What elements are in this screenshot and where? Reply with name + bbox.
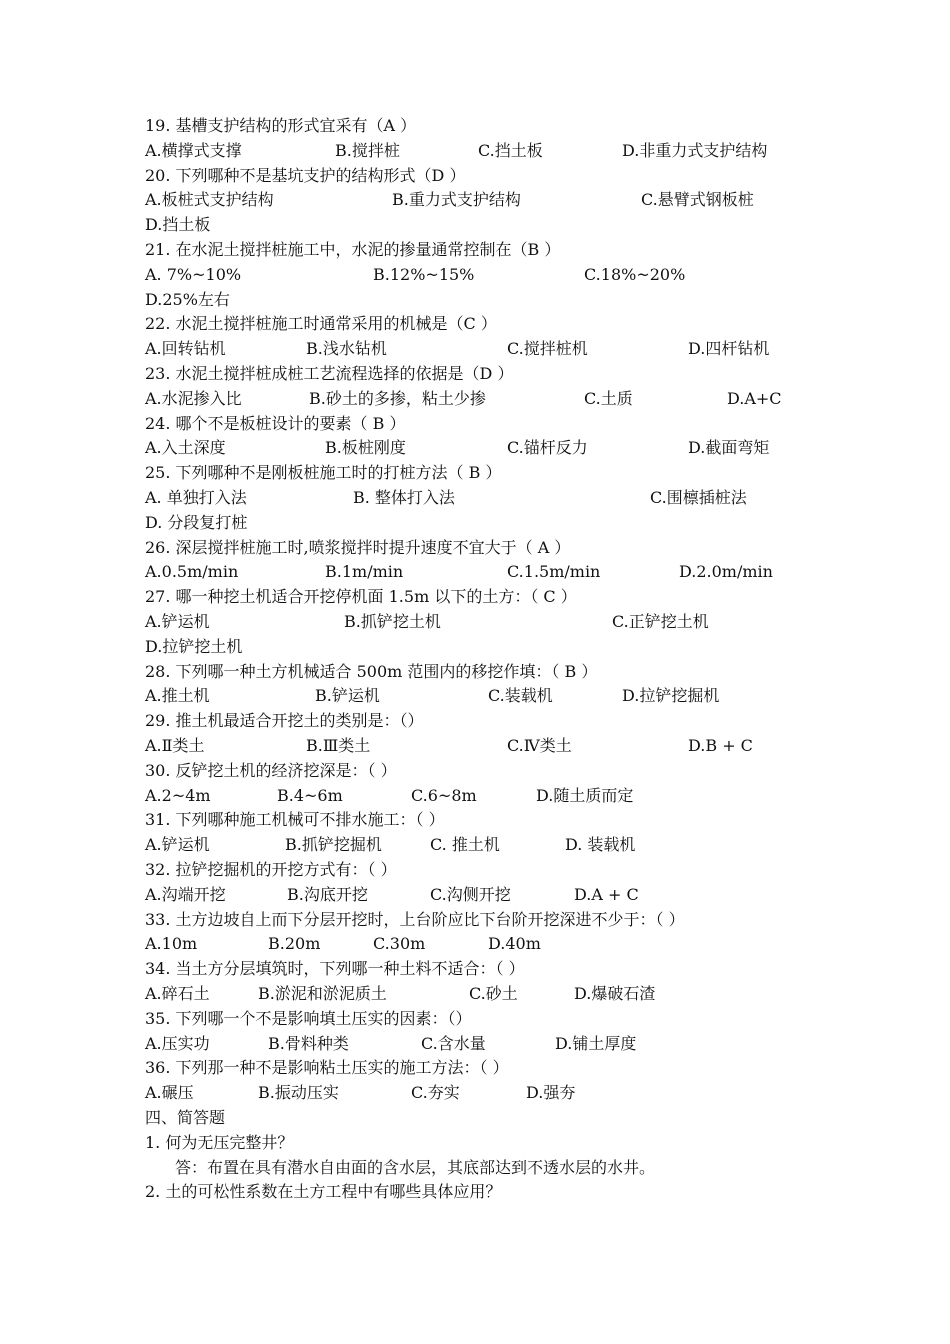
option-text: C.6~8m (411, 785, 477, 805)
line-text: 19. 基槽支护结构的形式宜采有（A ） (145, 116, 417, 135)
option-text: D.截面弯矩 (688, 438, 770, 458)
option-text: C.夯实 (411, 1083, 460, 1103)
option-text: D.拉铲挖掘机 (622, 686, 720, 706)
line-text: 2. 土的可松性系数在土方工程中有哪些具体应用？ (145, 1182, 502, 1202)
line-text: 34. 当土方分层填筑时，下列哪一种土料不适合：（ ） (145, 959, 525, 979)
option-text: A.水泥掺入比 (145, 388, 242, 408)
option-text: D.A+C (727, 388, 782, 408)
option-text: B.沟底开挖 (287, 884, 368, 904)
option-text: B.振动压实 (258, 1083, 339, 1103)
option-text: A. 单独打入法 (145, 488, 247, 507)
option-text: A.板桩式支护结构 (145, 190, 274, 210)
line-text: 23. 水泥土搅拌桩成桩工艺流程选择的依据是（D ） (145, 364, 514, 383)
line-text: 22. 水泥土搅拌桩施工时通常采用的机械是（C ） (145, 314, 497, 334)
line-text: 25. 下列哪种不是刚板桩施工时的打桩方法（ B ） (145, 463, 502, 483)
option-text: C.锚杆反力 (507, 438, 588, 458)
option-text: C.搅拌桩机 (507, 339, 588, 359)
option-text: D.铺土厚度 (555, 1033, 637, 1053)
option-text: D.40m (488, 934, 541, 954)
line-text: D.挡土板 (145, 215, 211, 235)
option-text: D.四杆钻机 (688, 339, 770, 359)
option-text: A.Ⅱ类土 (145, 736, 205, 755)
line-text: 26. 深层搅拌桩施工时,喷浆搅拌时提升速度不宜大于（ A ） (145, 537, 571, 557)
option-text: C.土质 (584, 388, 633, 408)
option-text: C.沟侧开挖 (430, 884, 511, 904)
option-text: B.砂土的多掺，粘土少掺 (309, 388, 486, 408)
option-text: A.推土机 (145, 686, 210, 706)
line-text: 21. 在水泥土搅拌桩施工中，水泥的掺量通常控制在（B ） (145, 240, 561, 259)
line-text: 28. 下列哪一种土方机械适合 500m 范围内的移挖作填：（ B ） (145, 661, 598, 681)
option-text: A.2~4m (145, 785, 211, 805)
line-text: 四、简答题 (145, 1108, 226, 1127)
option-text: C.1.5m/min (507, 562, 601, 582)
line-text: 31. 下列哪种施工机械可不排水施工：（ ） (145, 810, 445, 830)
option-text: D.爆破石渣 (574, 984, 656, 1003)
option-text: B.Ⅲ类土 (306, 736, 371, 755)
line-text: 27. 哪一种挖土机适合开挖停机面 1.5m 以下的土方：（ C ） (145, 587, 577, 607)
option-text: A.铲运机 (145, 835, 210, 855)
option-text: B.12%~15% (373, 264, 475, 284)
option-text: D.A + C (574, 884, 639, 904)
option-text: B.20m (268, 934, 321, 954)
line-text: 32. 拉铲挖掘机的开挖方式有：（ ） (145, 860, 397, 879)
option-text: D.强夯 (526, 1083, 576, 1103)
option-text: A.碾压 (145, 1083, 194, 1103)
option-text: B.搅拌桩 (335, 140, 400, 160)
line-text: 33. 土方边坡自上而下分层开挖时，上台阶应比下台阶开挖深进不少于：（ ） (145, 909, 685, 929)
line-text: 30. 反铲挖土机的经济挖深是：（ ） (145, 760, 397, 780)
line-text: 24. 哪个不是板桩设计的要素（ B ） (145, 413, 406, 433)
option-text: A.横撑式支撑 (145, 140, 242, 160)
line-text: D.25%左右 (145, 289, 230, 309)
line-text: 答：布置在具有潜水自由面的含水层，其底部达到不透水层的水井。 (175, 1157, 656, 1177)
option-text: B.1m/min (325, 562, 404, 582)
option-text: B.抓铲挖掘机 (285, 835, 382, 855)
option-text: C.悬臂式钢板桩 (641, 190, 754, 210)
option-text: B.骨料种类 (268, 1033, 349, 1053)
line-text: 29. 推土机最适合开挖土的类别是：（） (145, 711, 424, 731)
option-text: A. 7%~10% (145, 264, 242, 284)
option-text: A.0.5m/min (145, 562, 239, 582)
line-text: D. 分段复打桩 (145, 512, 248, 532)
option-text: B.铲运机 (315, 686, 380, 706)
option-text: C. 推土机 (430, 835, 500, 855)
option-text: C.含水量 (421, 1033, 486, 1053)
option-text: B.4~6m (277, 785, 343, 805)
option-text: C.挡土板 (478, 140, 543, 160)
option-text: C.砂土 (469, 984, 518, 1003)
option-text: A.沟端开挖 (145, 884, 226, 904)
option-text: A.回转钻机 (145, 339, 226, 359)
option-text: A.铲运机 (145, 612, 210, 631)
option-text: D.随土质而定 (536, 785, 634, 805)
option-text: D.B + C (688, 736, 753, 755)
option-text: B. 整体打入法 (353, 488, 455, 507)
option-text: A.10m (145, 934, 198, 954)
option-text: A.入土深度 (145, 438, 226, 458)
option-text: C.围檩插桩法 (650, 488, 747, 507)
option-text: B.板桩刚度 (325, 438, 406, 458)
option-text: C.正铲挖土机 (612, 612, 709, 631)
line-text: 1. 何为无压完整井？ (145, 1132, 294, 1152)
option-text: C.Ⅳ类土 (507, 736, 572, 755)
option-text: C.18%~20% (584, 264, 686, 284)
option-text: B.淤泥和淤泥质土 (258, 984, 387, 1003)
line-text: 36. 下列那一种不是影响粘土压实的施工方法：（ ） (145, 1058, 509, 1078)
option-text: B.重力式支护结构 (392, 190, 521, 210)
option-text: C.30m (373, 934, 426, 954)
line-text: D.拉铲挖土机 (145, 636, 243, 656)
option-text: A.压实功 (145, 1033, 210, 1053)
option-text: D.2.0m/min (679, 562, 773, 582)
option-text: B.浅水钻机 (306, 339, 387, 359)
option-text: A.碎石土 (145, 984, 210, 1003)
option-text: D. 装载机 (565, 835, 636, 855)
option-text: D.非重力式支护结构 (622, 140, 768, 160)
option-text: B.抓铲挖土机 (344, 612, 441, 631)
option-text: C.装载机 (488, 686, 553, 706)
line-text: 35. 下列哪一个不是影响填土压实的因素：（） (145, 1008, 472, 1028)
line-text: 20. 下列哪种不是基坑支护的结构形式（D ） (145, 165, 466, 185)
